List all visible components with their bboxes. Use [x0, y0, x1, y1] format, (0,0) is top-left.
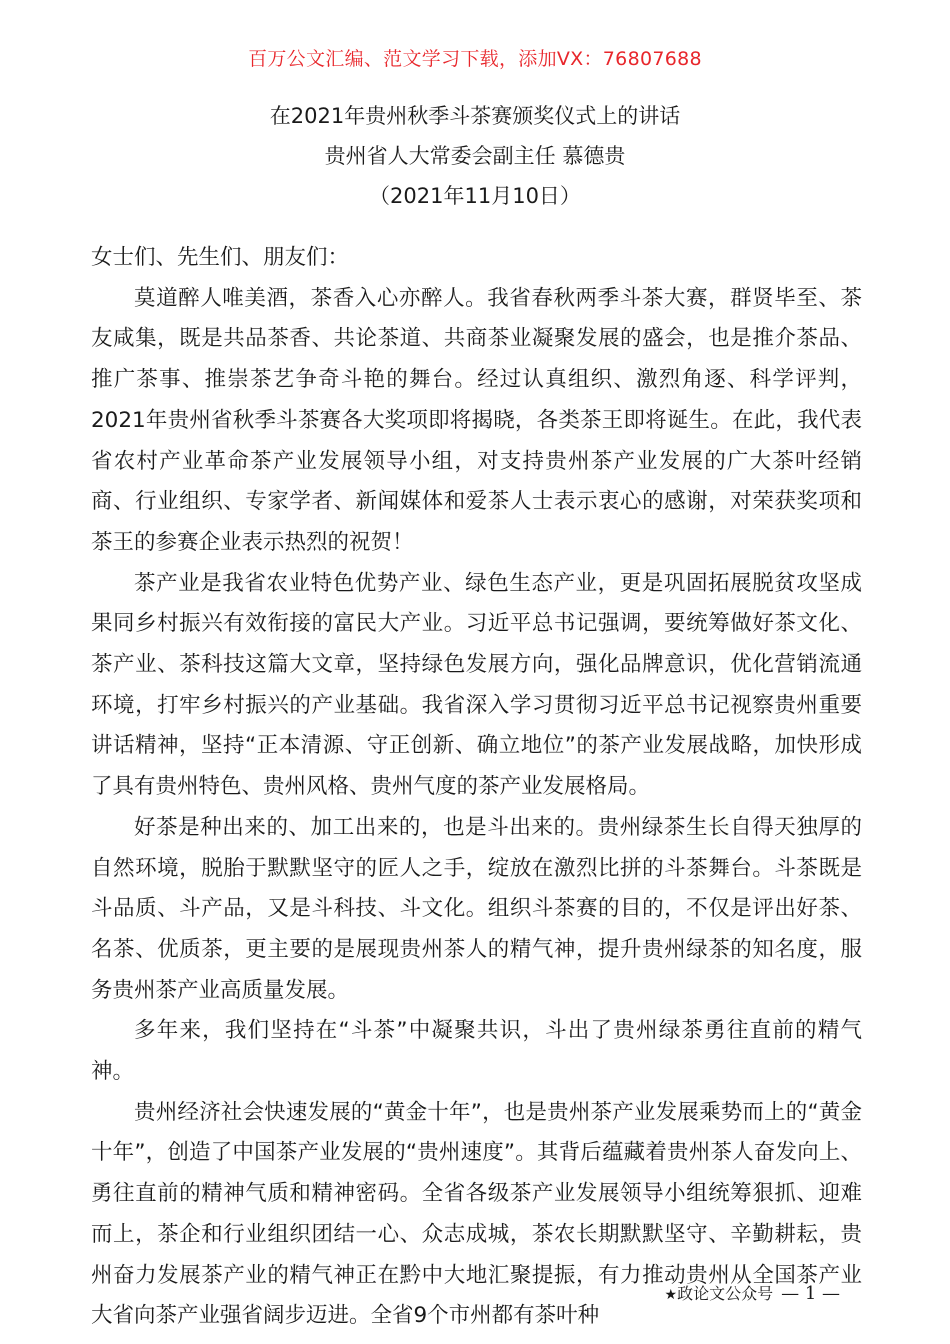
star-icon: ★	[664, 1287, 678, 1303]
speech-title: 在2021年贵州秋季斗茶赛颁奖仪式上的讲话	[269, 104, 681, 128]
page-number: — 1 —	[781, 1283, 840, 1304]
speaker-line: 贵州省人大常委会副主任 慕德贵	[324, 144, 626, 168]
speech-date: （2021年11月10日）	[369, 184, 581, 208]
paragraph: 莫道醉人唯美酒，茶香入心亦醉人。我省春秋两季斗茶大赛，群贤毕至、茶友咸集，既是共品茶香、共论茶道、共商茶业凝聚发展的盛会，也是推介茶品、推广茶事、推崇茶艺争奇斗艳的舞台。经过认真组织、激烈角逐、科学评判，2021年贵州省秋季斗茶赛各大奖项即将揭晓，各类茶王即将诞生。在此，我代表省农村产业革命茶产业发展领导小组，对支持贵州茶产业发展的广大茶叶经销商、行业组织、专家学者、新闻媒体和爱茶人士表示衷心的感谢，对荣获奖项和茶王的参赛企业表示热烈的祝贺！	[91, 285, 862, 555]
salutation: 女士们、先生们、朋友们：	[91, 245, 350, 270]
paragraph: 茶产业是我省农业特色优势产业、绿色生态产业，更是巩固拓展脱贫攻坚成果同乡村振兴有效衔接的富民大产业。习近平总书记强调，要统筹做好茶文化、茶产业、茶科技这篇大文章，坚持绿色发展方向，强化品牌意识，优化营销流通环境，打牢乡村振兴的产业基础。我省深入学习贯彻习近平总书记视察贵州重要讲话精神，坚持“正本清源、守正创新、确立地位”的茶产业发展战略，加快形成了具有贵州特色、贵州风格、贵州气度的茶产业发展格局。	[91, 570, 862, 800]
page-footer	[665, 1281, 840, 1304]
paragraph: 贵州经济社会快速发展的“黄金十年”，也是贵州茶产业发展乘势而上的“黄金十年”，创造了中国茶产业发展的“贵州速度”。其背后蕴藏着贵州茶人奋发向上、勇往直前的精神气质和精神密码。全省各级茶产业发展领导小组统筹狠抓、迎难而上，茶企和行业组织团结一心、众志成城，茶农长期默默坚守、辛勤耕耘，贵州奋力发展茶产业的精气神正在黔中大地汇聚提振，有力推动贵州从全国茶产业大省向茶产业强省阔步迈进。全省9个市州都有茶叶种	[91, 1099, 862, 1329]
paragraph: 多年来，我们坚持在“斗茶”中凝聚共识，斗出了贵州绿茶勇往直前的精气神。	[91, 1018, 862, 1085]
paragraph: 好茶是种出来的、加工出来的，也是斗出来的。贵州绿茶生长自得天独厚的自然环境，脱胎于默默坚守的匠人之手，绽放在激烈比拼的斗茶舞台。斗茶既是斗品质、斗产品，又是斗科技、斗文化。组织斗茶赛的目的，不仅是评出好茶、名茶、优质茶，更主要的是展现贵州茶人的精气神，提升贵州绿茶的知名度，服务贵州茶产业高质量发展。	[91, 814, 862, 1003]
title-block	[0, 96, 950, 216]
speech-body	[91, 238, 862, 1337]
watermark-banner: 百万公文汇编、范文学习下载，添加VX：76807688	[248, 48, 702, 70]
footer-source: 政论文公众号	[677, 1284, 774, 1303]
